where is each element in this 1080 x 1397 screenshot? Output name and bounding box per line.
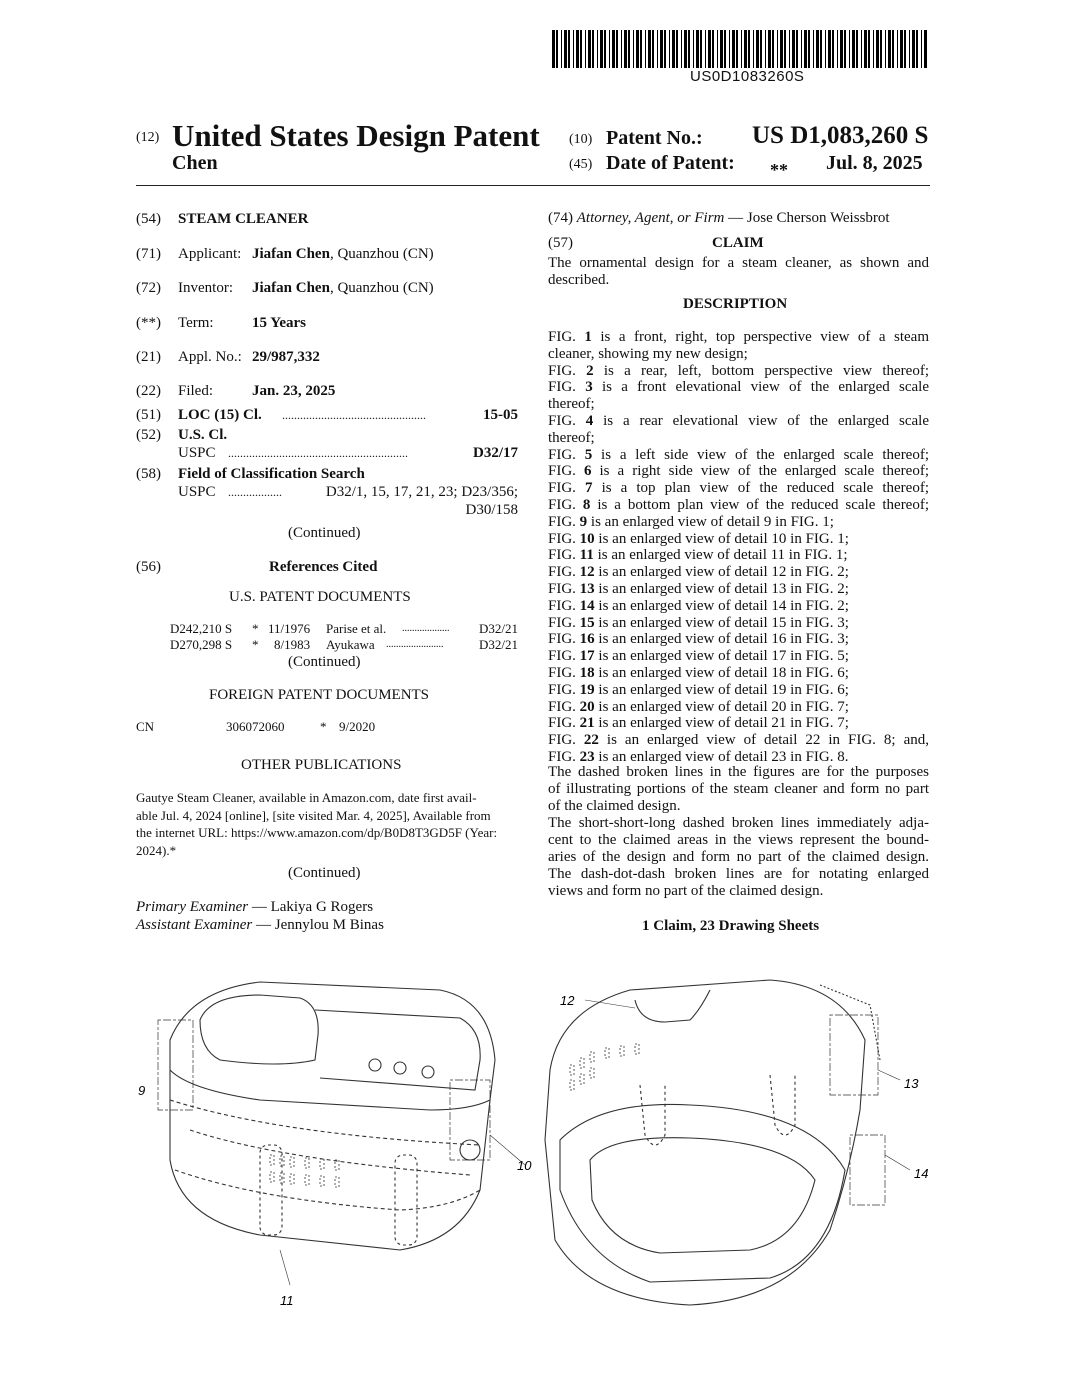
fig-text: is an enlarged view of detail 16 in FIG. 3; [594,631,849,648]
foreign-number: 306072060 [226,719,285,734]
kind-code: (12) [136,130,160,145]
field-code: (**) [136,315,161,331]
fig-prefix: FIG. [548,748,580,765]
uspc-label: USPC [178,484,216,500]
fig-prefix: FIG. [548,648,580,665]
us-class-value: D32/17 [473,445,518,461]
patent-no-code: (10) [569,132,593,147]
claim-heading: CLAIM [712,235,764,251]
fig-number: 15 [579,614,595,631]
fig-prefix: thereof; [548,396,595,413]
figure-description-line [548,531,929,548]
applicant-location: , Quanzhou (CN) [329,246,434,262]
fig-text: is an enlarged view of detail 9 in FIG. 1; [587,513,834,530]
uspc-label: USPC [178,445,216,461]
assistant-examiner [136,917,384,934]
field-code: (56) [136,559,161,575]
attorney-label: Attorney, Agent, or Firm [576,210,725,226]
fig-text: is an enlarged view of detail 11 in FIG. 1; [593,547,848,564]
us-class-label: U.S. Cl. [178,427,228,443]
attorney-line [548,210,890,227]
figure-description-line [548,547,929,564]
fig-number: 8 [582,496,591,513]
leader-dots: ................... [402,623,450,634]
field-code: (72) [136,280,161,296]
fig-prefix: FIG. [548,547,580,564]
header-divider [136,185,930,186]
fig-prefix: FIG. [548,732,584,749]
ref-name: Parise et al. [326,621,387,636]
ref-star: * [252,637,259,652]
fig-text: is an enlarged view of detail 22 in FIG. 8; and, [598,732,929,749]
ref-star: * [252,621,259,636]
note-line: views and form no part of the claimed design. [548,883,824,899]
figure-description-line [548,447,929,464]
fig-number: 11 [579,547,594,564]
ref-date: 11/1976 [268,621,311,636]
leader-dots: .................. [228,485,282,499]
reference-label: 10 [517,1158,532,1173]
primary-examiner [136,899,373,916]
fig-prefix: FIG. [548,614,580,631]
fig1-perspective-drawing [158,982,525,1285]
date-code: (45) [569,157,593,172]
foreign-star: * [320,719,327,734]
primary-examiner-name: — Lakiya G Rogers [248,899,374,915]
fig-number: 4 [585,412,594,429]
foreign-docs-heading: FOREIGN PATENT DOCUMENTS [209,687,430,703]
patent-number: US D1,083,260 S [752,122,929,149]
ref-name: Ayukawa [326,637,375,652]
reference-row [170,621,518,637]
publication-line: Gautye Steam Cleaner, available in Amazon.com, date first avail- [136,790,477,805]
continued-note: (Continued) [288,525,361,541]
fig-text: is a rear, left, bottom perspective view thereof; [593,362,929,379]
fig-number: 1 [584,329,592,345]
fig-number: 7 [585,480,593,497]
fig2-perspective-drawing [545,980,910,1305]
filed-label: Filed: [178,383,214,399]
fig-prefix: FIG. [548,362,587,379]
fig-text: is an enlarged view of detail 18 in FIG. 6; [594,664,849,681]
fig-text: is an enlarged view of detail 20 in FIG. 7; [594,698,849,715]
assistant-examiner-name: — Jennylou M Binas [252,917,384,933]
fig-text: is a top plan view of the reduced scale thereof; [592,480,929,497]
notes [548,764,929,900]
fig-prefix: FIG. [548,463,584,480]
inventor-value [252,280,434,297]
figure-description-line [548,665,929,682]
assistant-examiner-label: Assistant Examiner [136,917,253,933]
fig-prefix: FIG. [548,513,580,530]
field-code: (22) [136,383,161,399]
foreign-date: 9/2020 [339,719,376,734]
fig-prefix: FIG. [548,379,586,396]
fig-prefix: FIG. [548,329,585,345]
fig-number: 13 [579,580,595,597]
fig-text: is a bottom plan view of the reduced scale thereof; [590,496,930,513]
note-line: The dashed broken lines in the figures are for the purposes [548,764,929,780]
claim-line: described. [548,272,610,288]
fig-prefix: FIG. [548,597,580,614]
note-line: aries of the design and form no part of the claimed design. [548,849,929,865]
foreign-country: CN [136,719,155,734]
ref-number: D242,210 S [170,621,233,636]
term-label: Term: [178,315,214,331]
field-code: (21) [136,349,161,365]
invention-title: STEAM CLEANER [178,211,309,227]
loc-class-label: LOC (15) Cl. [178,407,262,423]
note-line: The short-short-long dashed broken lines immediately adja- [548,815,929,831]
figure-description-line [548,732,929,749]
references-heading: References Cited [269,559,378,575]
ref-number: D270,298 S [170,637,233,652]
fig-number: 14 [579,597,595,614]
continued-note: (Continued) [288,654,361,670]
fig-number: 23 [579,748,595,765]
leader-dots: ....................... [386,639,444,650]
figure-description-line [548,463,929,480]
loc-class-value: 15-05 [483,407,518,423]
fig-text: is a rear elevational view of the enlarged scale [593,412,930,429]
fig-number: 10 [579,530,595,547]
figure-description-line [548,480,929,497]
fig-number: 5 [584,446,593,463]
fig-prefix: FIG. [548,698,580,715]
field-code: (52) [136,427,161,443]
fig-prefix: FIG. [548,446,585,463]
figure-description-line [548,699,929,716]
applicant-label: Applicant: [178,246,242,262]
patent-date: Jul. 8, 2025 [826,152,923,174]
barcode-image [552,30,930,68]
fig-text: is a front elevational view of the enlarged scale [592,379,929,396]
field-code: (71) [136,246,161,262]
fig-number: 19 [579,681,595,698]
fig-number: 16 [579,631,595,648]
fig-number: 6 [583,463,592,480]
fig-prefix: FIG. [548,530,580,547]
field-code: (51) [136,407,161,423]
reference-label: 9 [138,1083,146,1098]
claim-line: The ornamental design for a steam cleaner, as shown and [548,255,929,271]
figure-description-line [548,329,929,346]
claim-text [548,255,929,289]
note-line: of the claimed design. [548,798,681,814]
figure-description-line [548,430,929,447]
fig-number: 2 [586,362,594,379]
ref-class: D32/21 [479,621,518,636]
field-code: (57) [548,235,573,251]
appl-no-value: 29/987,332 [252,349,320,365]
fig-number: 17 [579,648,595,665]
publication-line: able Jul. 4, 2024 [online], [site visited Mar. 4, 2025], Available from [136,807,491,823]
fig-number: 18 [579,664,595,681]
search-field-value-2: D30/158 [465,502,518,518]
fig-prefix: FIG. [548,715,580,732]
fig-number: 20 [579,698,595,715]
figure-description-line [548,581,929,598]
reference-label: 13 [904,1076,919,1091]
fig-number: 21 [579,715,595,732]
field-code: (54) [136,211,161,227]
figure-description-line [548,715,929,732]
fig-prefix: cleaner, showing my new design; [548,345,748,362]
fig-prefix: FIG. [548,564,580,581]
other-pubs-heading: OTHER PUBLICATIONS [241,757,402,773]
figure-description-line [548,346,929,363]
figure-description-line [548,379,929,396]
fig-text: is an enlarged view of detail 14 in FIG. 2; [594,597,849,614]
search-field-label: Field of Classification Search [178,466,365,482]
fig-prefix: FIG. [548,664,580,681]
figure-description-line [548,497,929,514]
publication-line: 2024).* [136,842,177,858]
fig-prefix: thereof; [548,429,595,446]
figure-description-line [548,514,929,531]
reference-label: 12 [560,993,575,1008]
inventor-label: Inventor: [178,280,233,296]
figure-description-line [548,564,929,581]
description-heading: DESCRIPTION [683,296,788,312]
figure-description-line [548,631,929,648]
us-docs-heading: U.S. PATENT DOCUMENTS [229,589,411,605]
inventor-short: Chen [172,152,218,174]
primary-examiner-label: Primary Examiner [136,899,249,915]
attorney-value: — Jose Cherson Weissbrot [724,210,890,226]
reference-label: 11 [280,1293,294,1308]
fig-prefix: FIG. [548,496,583,513]
fig-text: is a right side view of the enlarged scale thereof; [591,463,929,480]
continued-note: (Continued) [288,865,361,881]
fig-text: is an enlarged view of detail 23 in FIG. 8. [594,748,849,765]
patent-no-label: Patent No.: [606,127,703,149]
note-line: of illustrating portions of the steam cleaner and form no part [548,781,929,797]
fig-prefix: FIG. [548,480,585,497]
fig-prefix: FIG. [548,631,580,648]
figure-description-list [548,329,929,766]
applicant-value [252,246,434,263]
fig-text: is an enlarged view of detail 12 in FIG. 2; [594,564,849,581]
figure-description-line [548,648,929,665]
fig-text: is a front, right, top perspective view of a steam [591,329,929,345]
fig-number: 9 [579,513,588,530]
field-code: (74) [548,210,573,226]
figure-description-line [548,682,929,699]
fig-number: 22 [583,732,599,749]
field-code: (58) [136,466,161,482]
note-line: cent to the claimed areas in the views represent the bound- [548,832,929,848]
inventor-name: Jiafan Chen [252,280,330,296]
fig-text: is a left side view of the enlarged scale thereof; [592,446,930,463]
fig-text: is an enlarged view of detail 17 in FIG. 5; [594,648,849,665]
fig-prefix: FIG. [548,580,580,597]
note-line: The dash-dot-dash broken lines are for notating enlarged [548,866,929,882]
publication-line: the internet URL: https://www.amazon.com/dp/B0D8T3GD5F (Year: [136,825,498,840]
figure-description-line [548,363,929,380]
leader-dots: ................................................ [282,408,426,422]
fig-number: 3 [585,379,593,396]
fig-number: 12 [579,564,595,581]
date-label: Date of Patent: [606,152,735,174]
date-mark: ** [770,160,788,180]
fig-text: is an enlarged view of detail 15 in FIG. 3; [594,614,849,631]
fig-text: is an enlarged view of detail 19 in FIG. 6; [594,681,849,698]
fig-text: is an enlarged view of detail 21 in FIG. 7; [594,715,849,732]
figure-description-line [548,598,929,615]
leader-dots: ............................................................ [228,446,408,460]
ref-date: 8/1983 [274,637,311,652]
claim-sheet-count: 1 Claim, 23 Drawing Sheets [642,918,820,934]
term-value: 15 Years [252,315,307,331]
us-references [170,621,518,653]
figure-description-line [548,396,929,413]
appl-no-label: Appl. No.: [178,349,242,365]
barcode-number: US0D1083260S [690,68,805,85]
reference-label: 14 [914,1166,929,1181]
patent-drawings [130,960,930,1320]
fig-text: is an enlarged view of detail 13 in FIG. 2; [594,580,849,597]
reference-row [170,637,518,653]
fig-text: is an enlarged view of detail 10 in FIG. 1; [594,530,849,547]
applicant-name: Jiafan Chen [252,246,330,262]
fig-prefix: FIG. [548,412,586,429]
figure-description-line [548,413,929,430]
inventor-location: , Quanzhou (CN) [329,280,434,296]
patent-type-title: United States Design Patent [172,118,540,153]
fig-prefix: FIG. [548,681,580,698]
figure-description-line [548,615,929,632]
publication-entry [136,789,518,859]
ref-class: D32/21 [479,637,518,652]
filed-value: Jan. 23, 2025 [252,383,336,399]
search-field-value: D32/1, 15, 17, 21, 23; D23/356; [325,484,518,500]
